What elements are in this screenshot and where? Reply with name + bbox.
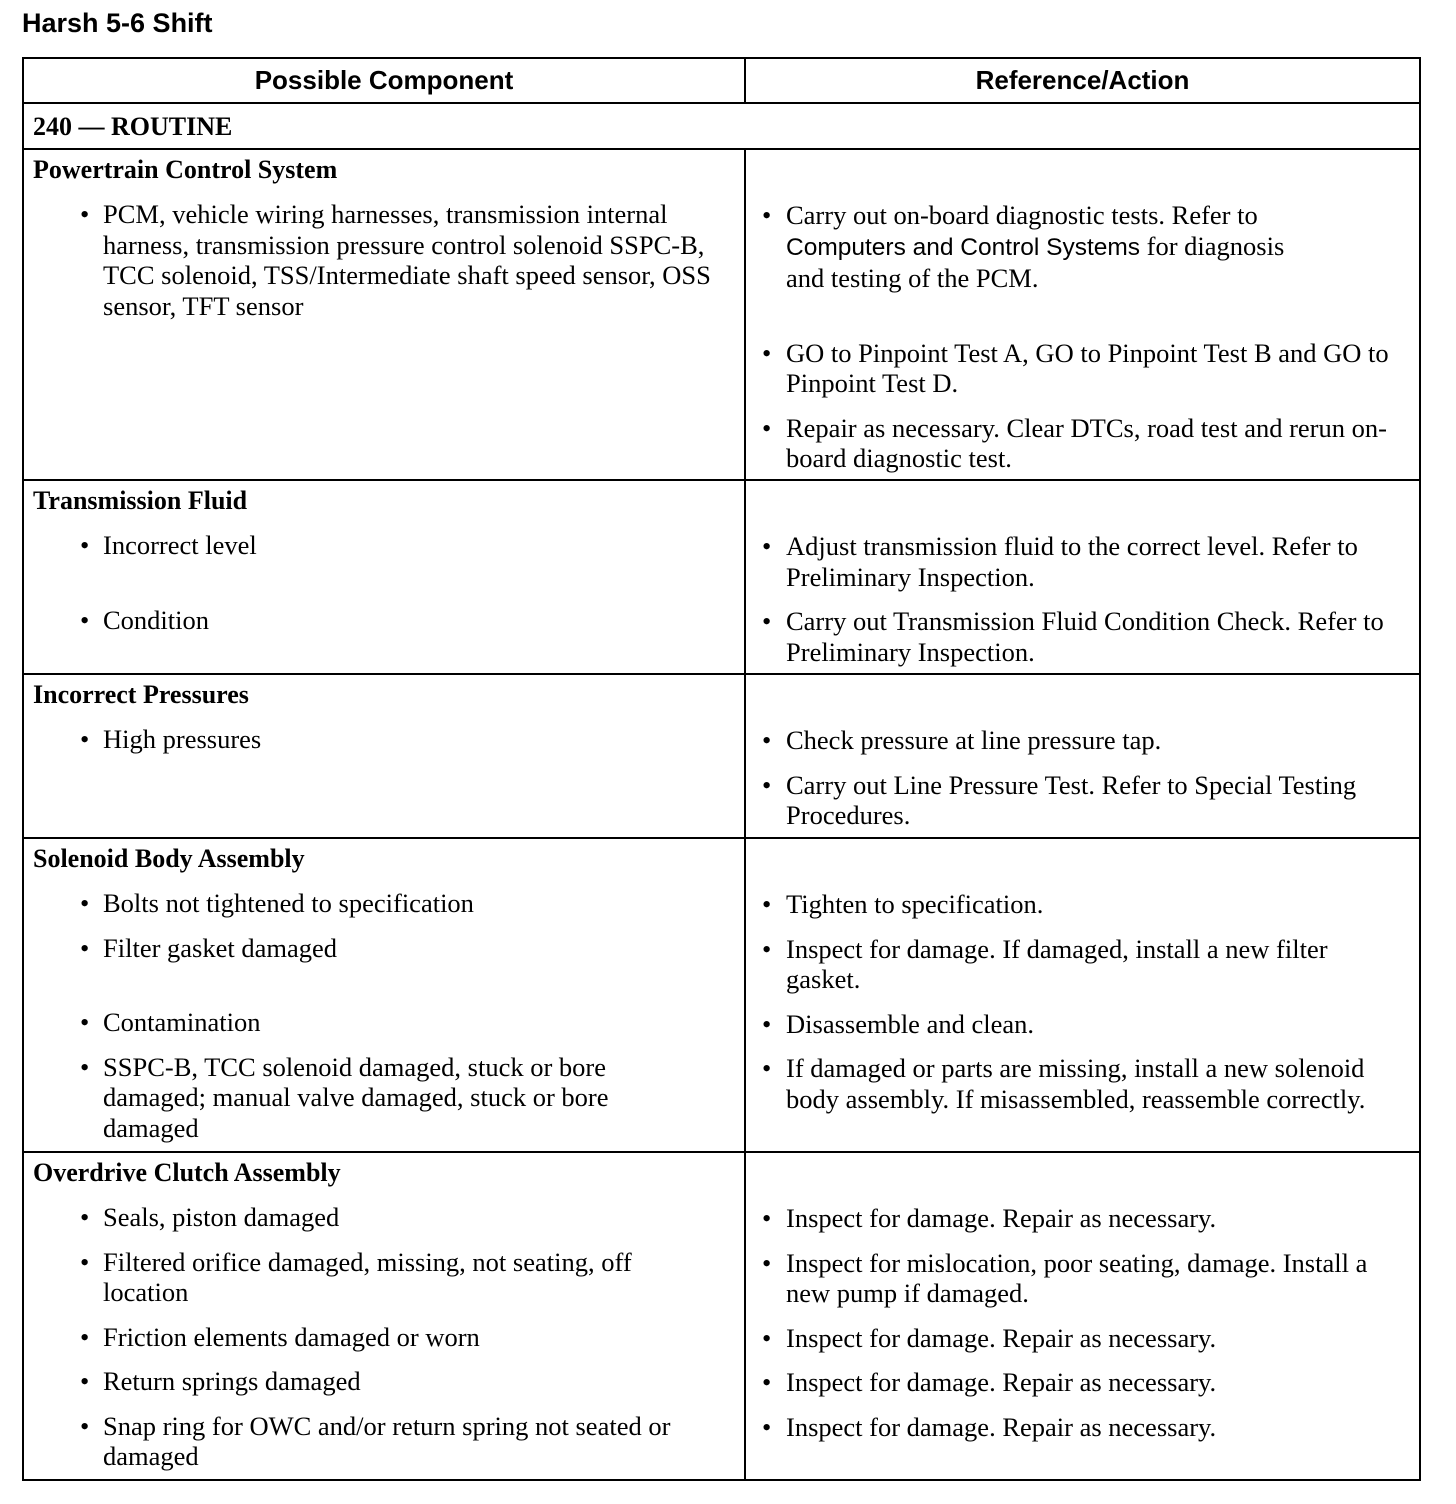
page-title: Harsh 5-6 Shift bbox=[22, 8, 213, 38]
bullet-icon: • bbox=[80, 604, 90, 635]
bullet-icon: • bbox=[762, 1203, 772, 1233]
component-cell bbox=[24, 1153, 746, 1479]
bullet-icon: • bbox=[80, 1321, 90, 1352]
component-item: • High pressures bbox=[80, 724, 262, 754]
section-title: Incorrect Pressures bbox=[33, 680, 249, 709]
action-cell bbox=[746, 1153, 1419, 1479]
header-reference-action: Reference/Action bbox=[975, 65, 1190, 95]
action-item: • Inspect for damage. Repair as necessary. bbox=[762, 1322, 1217, 1353]
action-item: • Inspect for damage. Repair as necessary. bbox=[762, 1203, 1217, 1233]
bullet-icon: • bbox=[80, 1202, 90, 1232]
component-item: • Incorrect level bbox=[80, 530, 257, 560]
component-item: • Friction elements damaged or worn bbox=[80, 1321, 480, 1352]
bullet-icon: • bbox=[762, 725, 772, 755]
component-item: • Contamination bbox=[80, 1007, 261, 1037]
action-item: • Adjust transmission fluid to the correct level. Refer to Preliminary Inspection. bbox=[762, 531, 1358, 592]
table-header bbox=[24, 59, 1419, 104]
section-powertrain-control-system bbox=[24, 150, 1419, 481]
action-item: • Inspect for damage. Repair as necessary. bbox=[762, 1367, 1217, 1397]
bullet-icon: • bbox=[762, 933, 772, 964]
section-title: Powertrain Control System bbox=[33, 155, 338, 184]
bullet-icon: • bbox=[762, 606, 772, 636]
bullet-icon: • bbox=[762, 1411, 772, 1442]
bullet-icon: • bbox=[80, 724, 90, 754]
bullet-icon: • bbox=[762, 1008, 772, 1039]
bullet-icon: • bbox=[80, 199, 90, 229]
component-item: • SSPC-B, TCC solenoid damaged, stuck or bore damaged; manual valve damaged, stuck or bore damaged bbox=[80, 1051, 609, 1143]
action-item: • Tighten to specification. bbox=[762, 889, 1044, 919]
section-solenoid-body-assembly bbox=[24, 839, 1419, 1153]
action-cell bbox=[746, 150, 1419, 479]
action-item: • Carry out Line Pressure Test. Refer to Special Testing Procedures. bbox=[762, 769, 1357, 830]
component-item: • Filtered orifice damaged, missing, not seating, off location bbox=[80, 1246, 632, 1307]
action-item: • Repair as necessary. Clear DTCs, road test and rerun on-board diagnostic test. bbox=[762, 412, 1387, 473]
computers-control-systems-ref: Computers and Control Systems bbox=[786, 233, 1141, 261]
section-incorrect-pressures bbox=[24, 675, 1419, 839]
action-item: • If damaged or parts are missing, install a new solenoid body assembly. If misassembled, reassemble correctly. bbox=[762, 1053, 1366, 1114]
action-item: • Carry out Transmission Fluid Condition Check. Refer to Preliminary Inspection. bbox=[762, 606, 1384, 667]
component-cell bbox=[24, 150, 746, 479]
bullet-icon: • bbox=[762, 200, 772, 230]
component-cell bbox=[24, 481, 746, 673]
component-item: • Snap ring for OWC and/or return spring not seated or damaged bbox=[80, 1410, 671, 1471]
bullet-icon: • bbox=[762, 769, 772, 800]
action-item: • Inspect for mislocation, poor seating, damage. Install a new pump if damaged. bbox=[762, 1247, 1368, 1308]
action-item: • Inspect for damage. Repair as necessary. bbox=[762, 1411, 1217, 1442]
routine-row: 240 — ROUTINE bbox=[24, 104, 1419, 150]
action-item: • Inspect for damage. If damaged, install a new filter gasket. bbox=[762, 933, 1328, 994]
bullet-icon: • bbox=[80, 932, 90, 963]
component-item: • Condition bbox=[80, 604, 210, 635]
action-item: • Disassemble and clean. bbox=[762, 1008, 1034, 1039]
section-title: Transmission Fluid bbox=[33, 486, 248, 515]
action-cell bbox=[746, 481, 1419, 673]
action-cell bbox=[746, 839, 1419, 1151]
action-item: • Check pressure at line pressure tap. bbox=[762, 725, 1162, 755]
header-possible-component: Possible Component bbox=[24, 59, 746, 102]
bullet-icon: • bbox=[80, 1007, 90, 1037]
bullet-icon: • bbox=[762, 1247, 772, 1278]
bullet-icon: • bbox=[80, 1051, 90, 1082]
action-cell bbox=[746, 675, 1419, 837]
bullet-icon: • bbox=[80, 1246, 90, 1277]
bullet-icon: • bbox=[762, 412, 772, 443]
component-cell bbox=[24, 839, 746, 1151]
component-item: • Return springs damaged bbox=[80, 1366, 361, 1396]
bullet-icon: • bbox=[762, 889, 772, 919]
bullet-icon: • bbox=[762, 1367, 772, 1397]
bullet-icon: • bbox=[80, 1366, 90, 1396]
bullet-icon: • bbox=[80, 888, 90, 918]
bullet-icon: • bbox=[80, 1410, 90, 1441]
component-cell bbox=[24, 675, 746, 837]
component-item: • Seals, piston damaged bbox=[80, 1202, 340, 1232]
component-item: • PCM, vehicle wiring harnesses, transmission internal harness, transmission pressure control solenoid SSPC-B, TCC solenoid, TSS/Intermediate shaft speed sensor, OSS sensor, TFT sensor bbox=[80, 199, 711, 321]
bullet-icon: • bbox=[762, 337, 772, 368]
action-item: • Carry out on-board diagnostic tests. Refer to Computers and Control Systems for diagnosis and testing of the PCM. bbox=[762, 200, 1285, 293]
section-title: Solenoid Body Assembly bbox=[33, 844, 305, 873]
bullet-icon: • bbox=[762, 1053, 772, 1083]
section-overdrive-clutch-assembly bbox=[24, 1153, 1419, 1479]
component-item: • Bolts not tightened to specification bbox=[80, 888, 474, 918]
diagnosis-table bbox=[22, 57, 1421, 1481]
bullet-icon: • bbox=[762, 531, 772, 561]
bullet-icon: • bbox=[762, 1322, 772, 1353]
action-item: • GO to Pinpoint Test A, GO to Pinpoint Test B and GO to Pinpoint Test D. bbox=[762, 337, 1389, 398]
bullet-icon: • bbox=[80, 530, 90, 560]
component-item: • Filter gasket damaged bbox=[80, 932, 338, 963]
section-transmission-fluid bbox=[24, 481, 1419, 675]
section-title: Overdrive Clutch Assembly bbox=[33, 1158, 341, 1187]
